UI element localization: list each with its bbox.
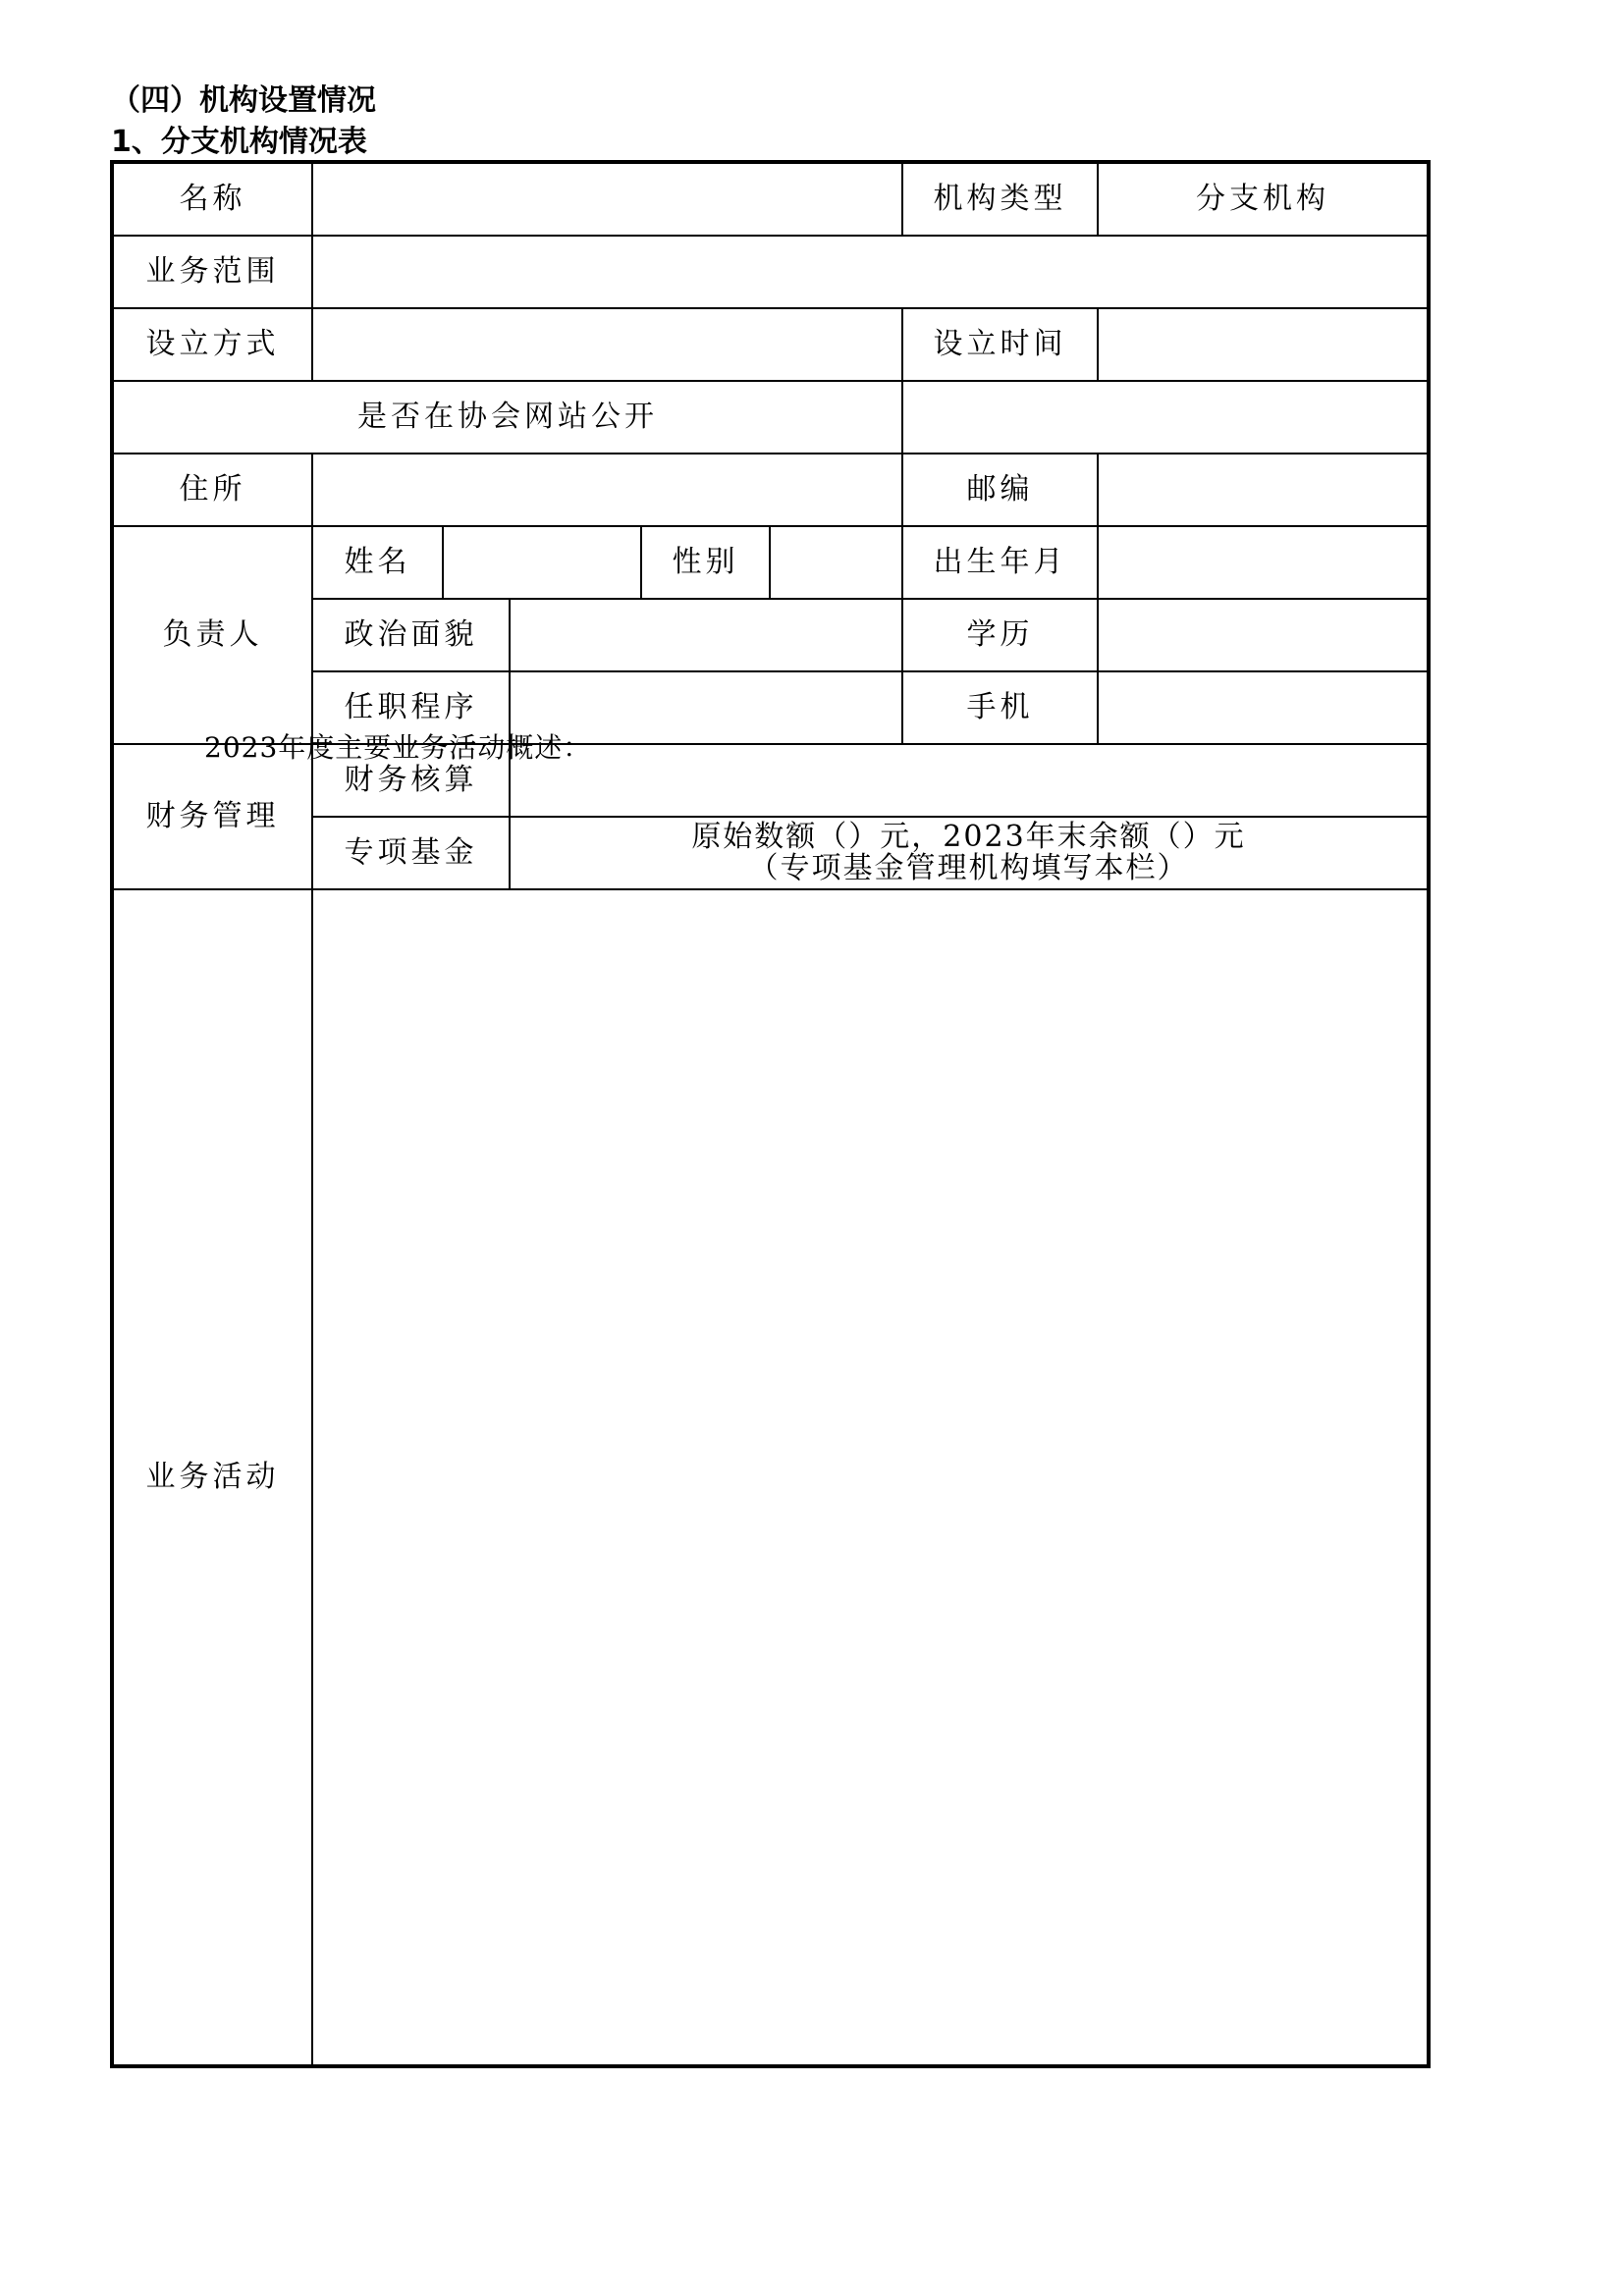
principal-label: 负责人 (162, 617, 263, 652)
finance-label: 财务管理 (145, 799, 280, 833)
education-label: 学历 (966, 617, 1034, 652)
principal-name-field[interactable] (444, 527, 640, 598)
mobile-field[interactable] (1099, 672, 1427, 743)
political-field[interactable] (511, 600, 901, 670)
special-fund-label: 专项基金 (344, 835, 478, 870)
section-title: （四）机构设置情况 (111, 83, 376, 118)
activities-description-prompt: 2023年度主要业务活动概述： (204, 731, 592, 764)
table-title: 1、分支机构情况表 (111, 125, 367, 159)
principal-name-label: 姓名 (344, 545, 411, 579)
special-fund-note: （专项基金管理机构填写本栏） (748, 851, 1189, 885)
gender-label: 性别 (672, 545, 739, 579)
business-scope-label: 业务范围 (145, 254, 280, 289)
name-field[interactable] (313, 164, 901, 235)
birth-label: 出生年月 (933, 545, 1067, 579)
birth-field[interactable] (1099, 527, 1427, 598)
org-type-value[interactable]: 分支机构 (1196, 182, 1329, 216)
activities-field[interactable] (313, 890, 1427, 2064)
postcode-label: 邮编 (966, 472, 1034, 507)
address-field[interactable] (313, 454, 901, 525)
establish-time-field[interactable] (1099, 309, 1427, 380)
name-label: 名称 (179, 182, 246, 216)
business-scope-field[interactable] (313, 237, 1427, 307)
website-public-label: 是否在协会网站公开 (357, 400, 658, 434)
accounting-field[interactable] (511, 745, 1427, 816)
mobile-label: 手机 (966, 690, 1034, 724)
establish-method-field[interactable] (313, 309, 901, 380)
website-public-field[interactable] (903, 382, 1427, 453)
accounting-label: 财务核算 (344, 763, 478, 797)
education-field[interactable] (1099, 600, 1427, 670)
establish-method-label: 设立方式 (145, 327, 280, 361)
branch-info-table (110, 160, 1431, 2068)
postcode-field[interactable] (1099, 454, 1427, 525)
political-label: 政治面貌 (344, 617, 478, 652)
org-type-label: 机构类型 (933, 182, 1067, 216)
gender-field[interactable] (771, 527, 901, 598)
activities-label: 业务活动 (145, 1460, 280, 1494)
special-fund-amount-text: 原始数额（）元，2023年末余额（）元 (691, 820, 1246, 854)
appointment-label: 任职程序 (344, 690, 478, 724)
address-label: 住所 (179, 472, 246, 507)
establish-time-label: 设立时间 (933, 327, 1067, 361)
special-fund-cell[interactable] (511, 818, 1427, 888)
